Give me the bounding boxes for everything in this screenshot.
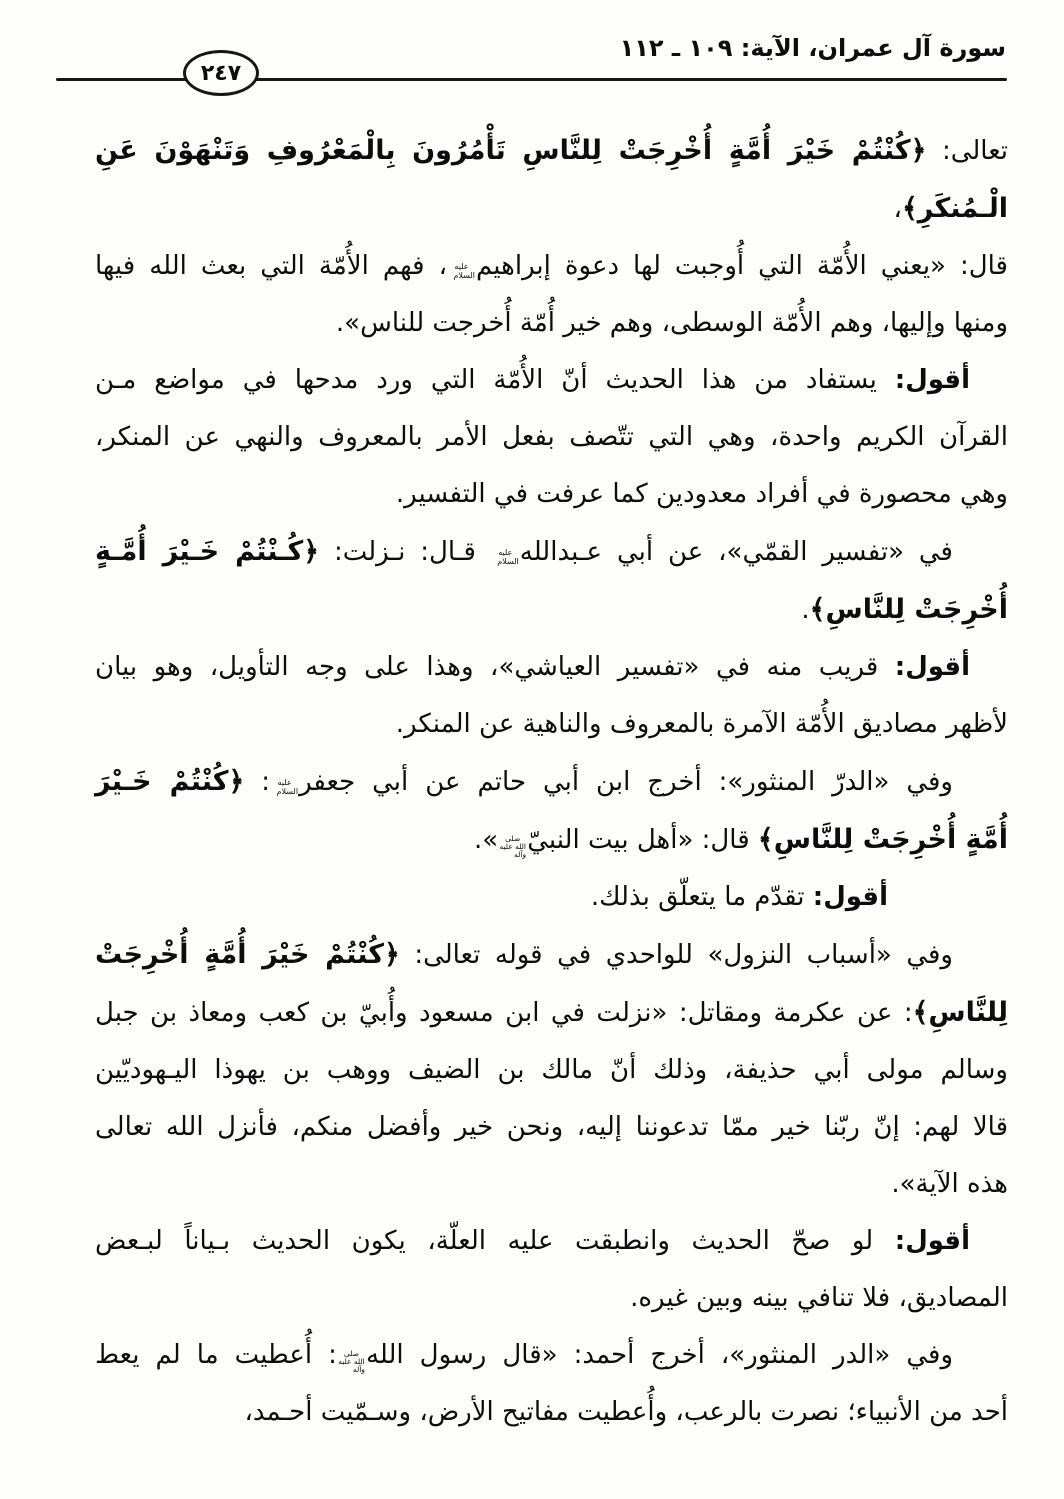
text-line xyxy=(95,1384,1008,1441)
text-segment: ، فهم الأُمّة التي بعث الله فيها xyxy=(95,251,447,281)
text-segment: قـال: نـزلت: xyxy=(319,537,491,567)
text-segment: : أُعطيت ما لم يعط xyxy=(95,1340,337,1370)
page-text xyxy=(95,122,1008,1441)
text-segment: وسالم مولى أبي حذيفة، وذلك أنّ مالك بن الضيف ووهب بن يهوذا اليـهوديّين xyxy=(95,1055,1008,1085)
text-segment: : عن عكرمة ومقاتل: «نزلت في ابن مسعود وأُبيّ بن كعب ومعاذ بن جبل xyxy=(95,998,913,1028)
honorific-salla-allah-mark: صلى الله عليه وآله xyxy=(499,833,527,859)
text-segment: ومنها وإليها، وهم الأُمّة الوسطى، وهم خير أُمّة أُخرجت للناس». xyxy=(335,308,1008,338)
text-line xyxy=(95,409,1008,466)
text-line xyxy=(95,352,1008,409)
text-line xyxy=(95,295,1008,352)
text-segment: هذه الآية». xyxy=(891,1169,1008,1199)
text-segment: في «تفسير القمّي»، عن أبي عـبدالله xyxy=(519,537,953,567)
text-segment: قال: «يعني الأُمّة التي أُوجبت لها دعوة إبراهيم xyxy=(475,251,1008,281)
quran-quote: ﴿كُنْتُمْ خَـيْرَ xyxy=(95,766,245,797)
text-line xyxy=(95,926,1008,984)
text-line xyxy=(95,1099,1008,1156)
quran-quote: أُخْرِجَتْ لِلنَّاسِ﴾ xyxy=(809,594,1008,625)
honorific-alayhis-salam-mark: عليه السلام xyxy=(453,262,475,280)
text-segment: لأظهر مصاديق الأُمّة الآمرة بالمعروف والناهية عن المنكر. xyxy=(395,709,1008,739)
text-segment: قريب منه في «تفسير العياشي»، وهذا على وجه التأويل، وهو بيان xyxy=(95,652,895,682)
text-line xyxy=(95,869,1008,926)
text-line xyxy=(95,466,1008,523)
text-segment: المصاديق، فلا تنافي بينه وبين غيره. xyxy=(630,1283,1008,1313)
keyword-aqul: أقول: xyxy=(894,365,970,395)
text-segment: قال: «أهل بيت النبيّ xyxy=(527,825,758,855)
text-line xyxy=(95,639,1008,696)
text-line xyxy=(95,1270,1008,1327)
text-segment: وهي محصورة في أفراد معدودين كما عرفت في التفسير. xyxy=(395,479,1008,509)
keyword-aqul: أقول: xyxy=(894,652,970,682)
text-segment: : xyxy=(244,767,271,797)
honorific-alayhis-salam-mark: عليه السلام xyxy=(497,548,519,566)
honorific-salla-allah-mark: صلى الله عليه وآله xyxy=(338,1348,365,1374)
text-segment: ». xyxy=(474,825,499,855)
text-line xyxy=(95,696,1008,753)
quran-quote: ﴿كُـنْتُمْ خَـيْرَ أُمَّـةٍ xyxy=(95,536,320,567)
quran-quote: ﴿كُنْتُمْ خَيْرَ أُمَّةٍ أُخْرِجَتْ لِلنَّاسِ تَأْمُرُونَ بِالْمَعْرُوفِ وَتَنْهَوْنَ عَنِ الْـمُنكَرِ﴾ xyxy=(95,135,1008,224)
text-segment: القرآن الكريم واحدة، وهي التي تتّصف بفعل الأمر بالمعروف والنهي عن المنكر، xyxy=(95,422,1008,452)
text-segment: يستفاد من هذا الحديث أنّ الأُمّة التي ورد مدحها في مواضع مـن xyxy=(95,365,895,395)
keyword-aqul: أقول: xyxy=(894,1226,970,1256)
text-segment: وفي «الدرّ المنثور»: أخرج ابن أبي حاتم عن أبي جعفر xyxy=(299,767,953,797)
text-segment: وفي «الدر المنثور»، أخرج أحمد: «قال رسول الله xyxy=(365,1340,953,1370)
keyword-aqul: أقول: xyxy=(812,882,888,912)
quran-quote: لِلنَّاسِ﴾ xyxy=(912,997,1008,1028)
text-line xyxy=(95,238,1008,295)
text-line xyxy=(95,1327,1008,1384)
text-segment: لو صحّ الحديث وانطبقت عليه العلّة، يكون الحديث بـياناً لبـعض xyxy=(95,1226,895,1256)
text-line xyxy=(95,1156,1008,1213)
text-line xyxy=(95,523,1008,581)
text-segment: قالا لهم: إنّ ربّنا خير ممّا تدعوننا إليه، ونحن خير وأفضل منكم، فأنزل الله تعالى xyxy=(95,1112,1008,1142)
text-segment: أحد من الأنبياء؛ نصرت بالرعب، وأُعطيت مفاتيح الأرض، وسـمّيت أحـمد، xyxy=(244,1397,1008,1427)
quran-quote: ﴿كُنْتُمْ خَيْرَ أُمَّةٍ أُخْرِجَتْ xyxy=(95,939,400,970)
text-line xyxy=(95,811,1008,869)
page-number: ٢٤٧ xyxy=(200,60,242,86)
text-line xyxy=(95,122,1008,238)
text-line xyxy=(95,1042,1008,1099)
text-segment: . xyxy=(801,595,810,625)
text-segment: وفي «أسباب النزول» للواحدي في قوله تعالى: xyxy=(399,940,953,970)
text-line xyxy=(95,1213,1008,1270)
page-number-badge xyxy=(183,50,259,96)
quran-quote: أُمَّةٍ أُخْرِجَتْ لِلنَّاسِ﴾ xyxy=(757,824,1008,855)
text-line xyxy=(95,581,1008,639)
text-line xyxy=(95,753,1008,811)
text-segment: ، xyxy=(893,194,902,224)
page-header-title: سورة آل عمران، الآية: ١٠٩ ـ ١١٢ xyxy=(619,34,1006,62)
text-line xyxy=(95,984,1008,1042)
honorific-alayhis-salam-mark: عليه السلام xyxy=(276,778,299,796)
text-segment: تقدّم ما يتعلّق بذلك. xyxy=(590,882,813,912)
text-segment: تعالى: xyxy=(926,136,1008,166)
